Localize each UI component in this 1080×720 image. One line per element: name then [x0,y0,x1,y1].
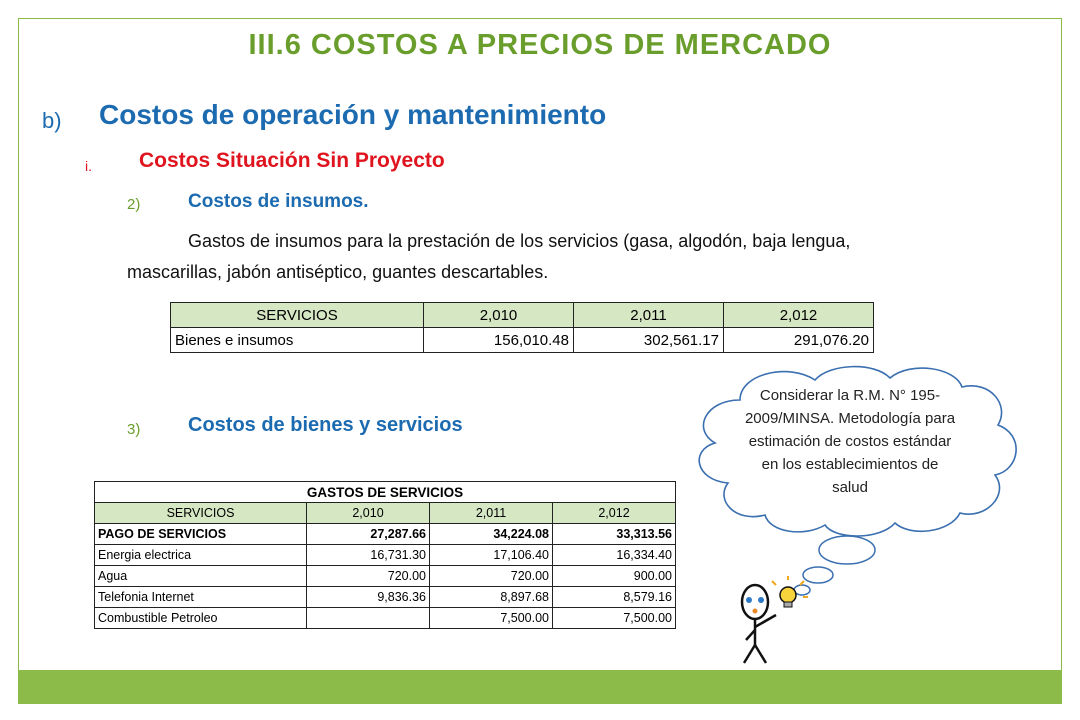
thought-bubble-large [819,536,875,564]
table-cell: 900.00 [553,566,676,587]
item3-marker: 3) [127,421,141,438]
table-header-cell: 2,010 [424,303,574,328]
table-row [171,328,874,353]
subsection-heading: Costos Situación Sin Proyecto [139,149,445,172]
table-cell: PAGO DE SERVICIOS [95,524,307,545]
table-cell: 8,579.16 [553,587,676,608]
callout-text [725,384,975,499]
item3-heading: Costos de bienes y servicios [188,414,463,436]
table-header-row [95,503,676,524]
subsection-marker: i. [85,158,92,174]
table-row [95,608,676,629]
table-cell: 33,313.56 [553,524,676,545]
table-cell: 9,836.36 [307,587,430,608]
table-cell: 16,731.30 [307,545,430,566]
item2-paragraph-line2: mascarillas, jabón antiséptico, guantes descartables. [127,262,549,282]
figure-eye-icon [746,597,752,603]
slide-title: III.6 COSTOS A PRECIOS DE MERCADO [248,29,832,61]
item2-paragraph-line1: Gastos de insumos para la prestación de los servicios (gasa, algodón, baja lengua, [188,231,851,251]
table-cell [307,608,430,629]
table-header-cell: 2,011 [574,303,724,328]
table-row [95,587,676,608]
table-cell: 7,500.00 [553,608,676,629]
table-header-cell: 2,011 [430,503,553,524]
table-cell: 156,010.48 [424,328,574,353]
callout-line: en los establecimientos de [761,456,939,473]
table-cell: 302,561.17 [574,328,724,353]
thought-bubble-medium [803,567,833,583]
callout-line: Considerar la R.M. N° 195- [759,387,941,404]
table-row [95,545,676,566]
table-cell: 16,334.40 [553,545,676,566]
table-cell: Combustible Petroleo [95,608,307,629]
table-caption: GASTOS DE SERVICIOS [95,482,676,503]
table-header-row [171,303,874,328]
table-cell: 720.00 [307,566,430,587]
table-cell: 8,897.68 [430,587,553,608]
table-header-cell: SERVICIOS [95,503,307,524]
table-caption-row [95,482,676,503]
table-cell: 7,500.00 [430,608,553,629]
table-cell: 720.00 [430,566,553,587]
section-marker: b) [42,108,62,133]
callout-line: salud [832,479,868,496]
item2-marker: 2) [127,196,141,213]
stick-figure-icon [742,585,776,663]
footer-bar [18,670,1062,704]
table-cell: 34,224.08 [430,524,553,545]
table-header-cell: 2,010 [307,503,430,524]
insumos-table [170,302,874,353]
table-cell: 27,287.66 [307,524,430,545]
table-header-cell: 2,012 [553,503,676,524]
table-row [95,566,676,587]
item2-heading: Costos de insumos. [188,191,369,212]
table-cell: Telefonia Internet [95,587,307,608]
figure-mouth-icon [753,609,758,614]
table-cell: Bienes e insumos [171,328,424,353]
callout-line: estimación de costos estándar [748,433,952,450]
callout-line: 2009/MINSA. Metodología para [744,410,956,427]
table-cell: 17,106.40 [430,545,553,566]
table-cell: Energia electrica [95,545,307,566]
figure-eye-icon [758,597,764,603]
section-heading: Costos de operación y mantenimiento [99,99,607,130]
table-header-cell: 2,012 [724,303,874,328]
table-cell: Agua [95,566,307,587]
table-header-cell: SERVICIOS [171,303,424,328]
table-cell: 291,076.20 [724,328,874,353]
gastos-servicios-table [94,481,676,629]
table-row [95,524,676,545]
